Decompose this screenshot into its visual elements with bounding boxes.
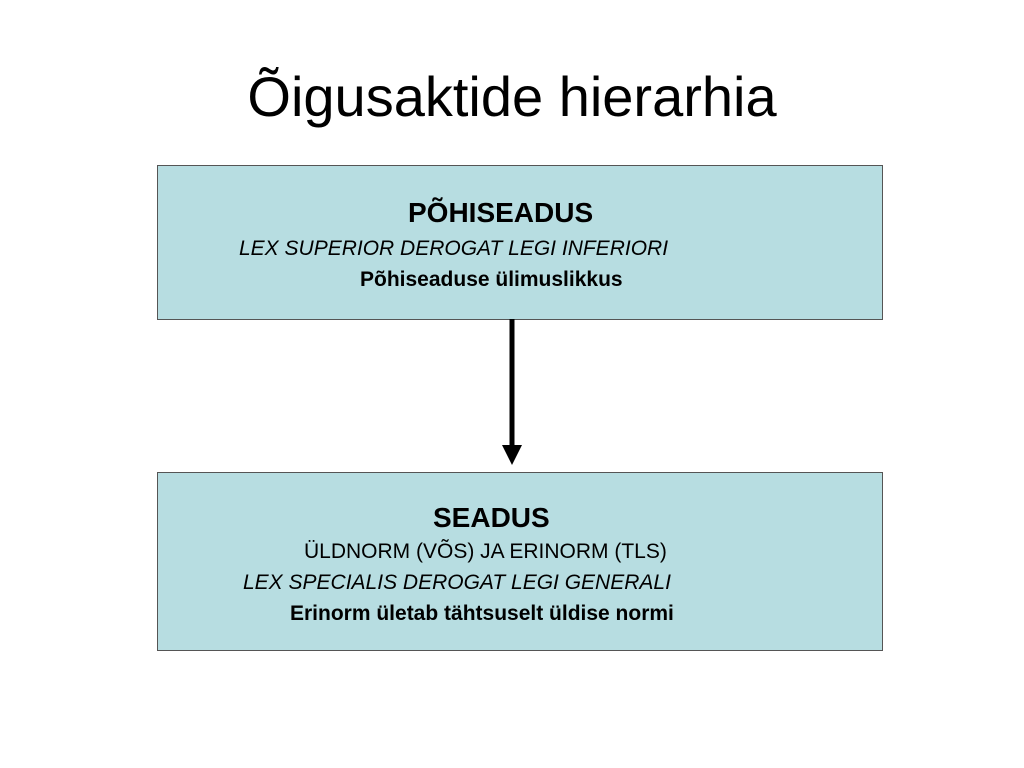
law-heading: SEADUS xyxy=(433,502,550,533)
hierarchy-arrow xyxy=(500,319,524,467)
arrow-head xyxy=(502,445,522,465)
constitution-explanation: Põhiseaduse ülimuslikkus xyxy=(360,268,623,291)
slide-title: Õigusaktide hierarhia xyxy=(247,65,777,128)
law-norms: ÜLDNORM (VÕS) JA ERINORM (TLS) xyxy=(304,540,667,563)
law-explanation: Erinorm ületab tähtsuselt üldise normi xyxy=(290,602,674,625)
constitution-principle: LEX SUPERIOR DEROGAT LEGI INFERIORI xyxy=(239,237,669,260)
constitution-heading: PÕHISEADUS xyxy=(408,197,594,228)
law-principle: LEX SPECIALIS DEROGAT LEGI GENERALI xyxy=(243,571,671,594)
